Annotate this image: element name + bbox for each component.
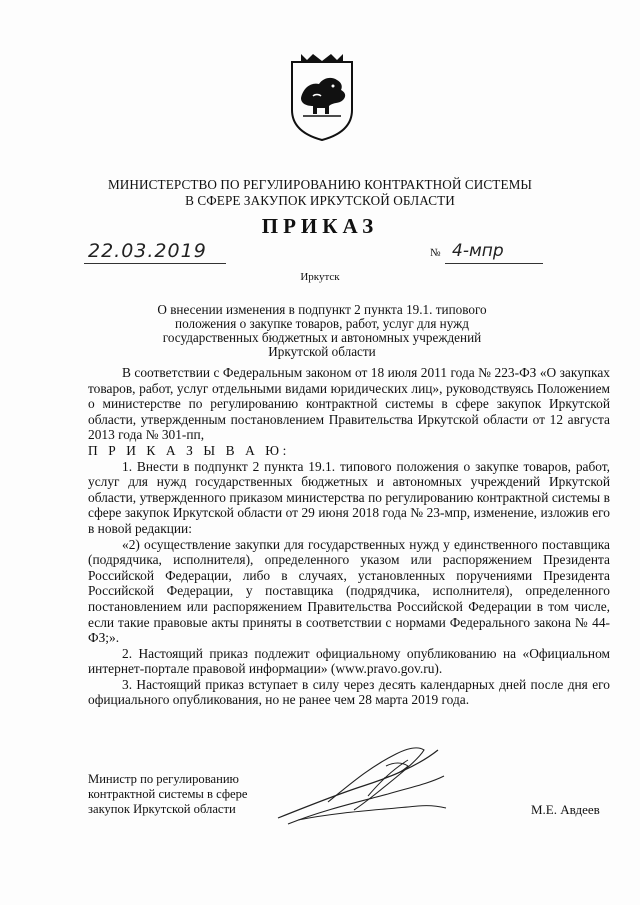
- preamble-paragraph: В соответствии с Федеральным законом от 18 июля 2011 года № 223-ФЗ «О закупках товаров, работ, услуг отдельными видами юридических лиц», руководствуясь Положением о министерстве по регулированию контрактной системы в сфере закупок Иркутской области, утвержденным постановлением Правительства Иркутской области от 12 августа 2013 года № 301-пп,: [88, 365, 610, 443]
- number-sign: №: [430, 247, 441, 259]
- ministry-name-line2: В СФЕРЕ ЗАКУПОК ИРКУТСКОЙ ОБЛАСТИ: [185, 193, 455, 208]
- order-date-handwritten: 22.03.2019: [88, 240, 207, 262]
- city-name: Иркутск: [300, 271, 340, 283]
- signer-position-line3: закупок Иркутской области: [88, 802, 236, 816]
- ministry-name-line1: МИНИСТЕРСТВО ПО РЕГУЛИРОВАНИЮ КОНТРАКТНОЙ СИСТЕМЫ: [107, 177, 533, 192]
- signer-position-line2: контрактной системы в сфере: [88, 787, 248, 801]
- date-underline: [84, 263, 226, 264]
- signer-name: М.Е. Авдеев: [531, 802, 600, 817]
- order-number-handwritten: 4-мпр: [452, 241, 504, 261]
- signer-position-line1: Министр по регулированию: [88, 772, 239, 786]
- order-body: [88, 365, 610, 708]
- prikazyvayu-heading: П Р И К А З Ы В А Ю:: [88, 442, 290, 458]
- coat-of-arms-emblem: [289, 52, 355, 142]
- signer-position: [88, 772, 248, 817]
- item-3-paragraph: 3. Настоящий приказ вступает в силу через десять календарных дней после дня его официального опубликования, но не ранее чем 28 марта 2019 года.: [88, 676, 610, 708]
- item-1-paragraph: 1. Внести в подпункт 2 пункта 19.1. типового положения о закупке товаров, работ, услуг для нужд государственных бюджетных и автономных учреждений Иркутской области, утвержденного приказом министерства по регулированию контрактной системы в сфере закупок Иркутской области от 29 июня 2018 года № 23-мпр, изменение, изложив его в новой редакции:: [88, 458, 610, 536]
- order-title: ПРИКАЗ: [261, 214, 379, 238]
- handwritten-signature: [268, 736, 458, 836]
- item-2-paragraph: 2. Настоящий приказ подлежит официальному опубликованию на «Официальном интернет-портале правовой информации» (www.pravo.gov.ru).: [88, 645, 610, 677]
- order-subject: О внесении изменения в подпункт 2 пункта 19.1. типового положения о закупке товаров, работ, услуг для нужд государственных бюджетных и автономных учреждений Иркутской области: [157, 302, 487, 359]
- item-1-quote-paragraph: «2) осуществление закупки для государственных нужд у единственного поставщика (подрядчика, исполнителя), определенного указом или распоряжением Президента Российской Федерации, либо в случаях, установленных поручениями Президента Российской Федерации, у поставщика (подрядчика, исполнителя), определенного постановлением или распоряжением Правительства Российской Федерации в том числе, если такие правовые акты приняты в соответствии с нормами Федерального закона № 44-ФЗ;».: [88, 536, 610, 646]
- number-underline: [445, 263, 543, 264]
